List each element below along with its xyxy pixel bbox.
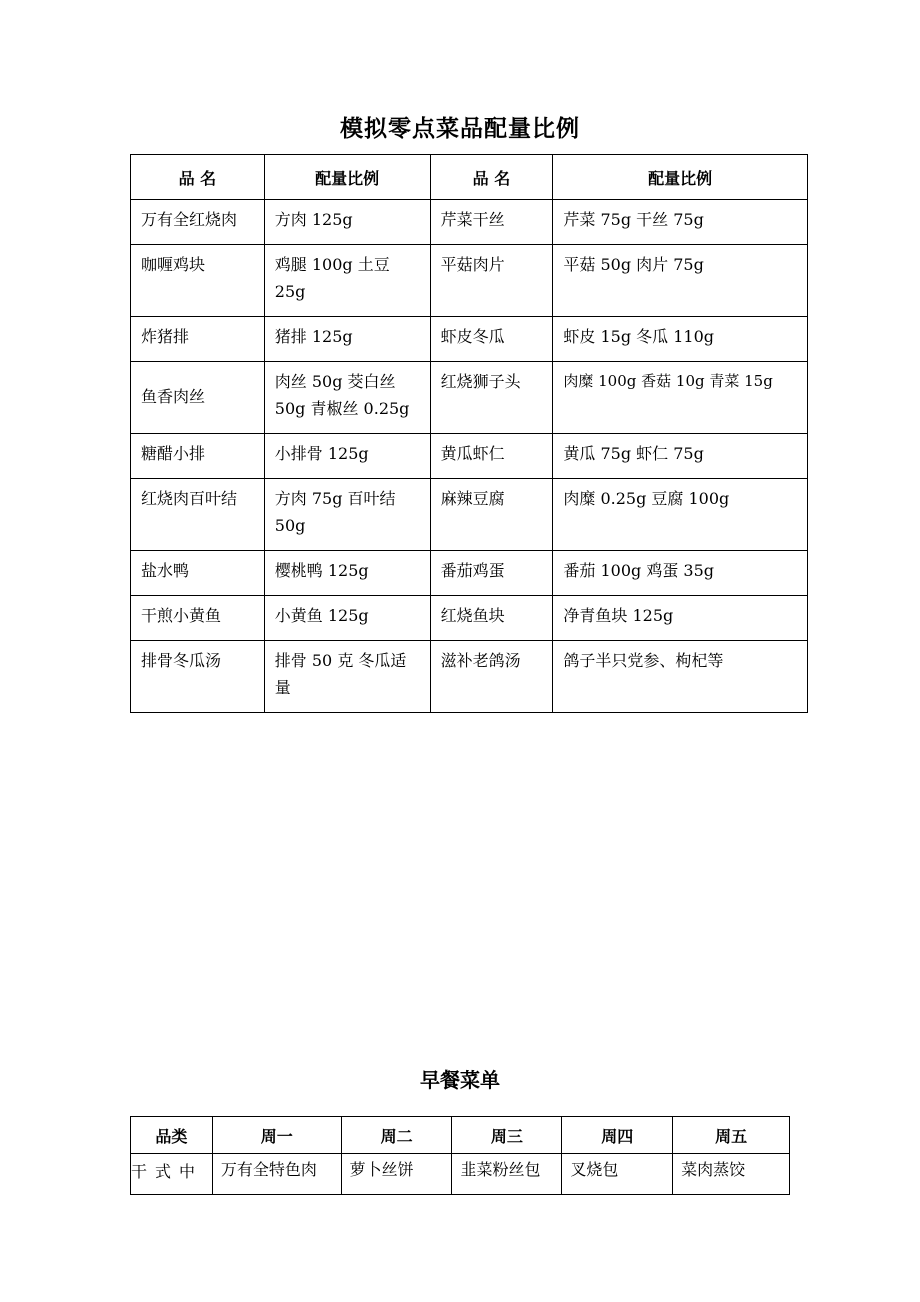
ratio-cell: 番茄 100g 鸡蛋 35g: [553, 551, 808, 596]
header-ratio-2: 配量比例: [553, 155, 808, 200]
ratio-cell: 平菇 50g 肉片 75g: [553, 245, 808, 317]
ratio-cell: 鸽子半只党参、枸杞等: [553, 641, 808, 713]
dish-name-cell: 糖醋小排: [131, 434, 265, 479]
thursday-item: 叉烧包: [562, 1154, 673, 1195]
dish-name-cell: 滋补老鸽汤: [430, 641, 553, 713]
ratio-cell: 排骨 50 克 冬瓜适量: [264, 641, 430, 713]
monday-item: 万有全特色肉: [212, 1154, 341, 1195]
ratio-cell: 虾皮 15g 冬瓜 110g: [553, 317, 808, 362]
breakfast-menu-title: 早餐菜单: [420, 1068, 500, 1092]
table-row: [131, 479, 808, 551]
ratio-cell: 小黄鱼 125g: [264, 596, 430, 641]
friday-item: 菜肉蒸饺: [673, 1154, 790, 1195]
dish-name-cell: 番茄鸡蛋: [430, 551, 553, 596]
header-dish-name-2: 品 名: [430, 155, 553, 200]
dish-name-cell: 干煎小黄鱼: [131, 596, 265, 641]
ratio-table-header-row: [131, 155, 808, 200]
dish-name-cell: 虾皮冬瓜: [430, 317, 553, 362]
header-tuesday: 周二: [341, 1117, 452, 1154]
ratio-cell: 方肉 75g 百叶结 50g: [264, 479, 430, 551]
table-row: [131, 641, 808, 713]
dish-name-cell: 鱼香肉丝: [131, 362, 265, 434]
category-cell: 干式中: [131, 1154, 213, 1195]
breakfast-menu-table: [130, 1116, 790, 1195]
table-row: [131, 362, 808, 434]
dish-name-cell: 平菇肉片: [430, 245, 553, 317]
dish-name-cell: 炸猪排: [131, 317, 265, 362]
table-row: [131, 317, 808, 362]
dish-name-cell: 咖喱鸡块: [131, 245, 265, 317]
breakfast-header-row: [131, 1117, 790, 1154]
ratio-cell: 小排骨 125g: [264, 434, 430, 479]
header-wednesday: 周三: [452, 1117, 562, 1154]
header-thursday: 周四: [562, 1117, 673, 1154]
ratio-cell: 肉糜 100g 香菇 10g 青菜 15g: [553, 362, 808, 434]
header-category: 品类: [131, 1117, 213, 1154]
dish-name-cell: 排骨冬瓜汤: [131, 641, 265, 713]
ratio-cell: 肉丝 50g 茭白丝 50g 青椒丝 0.25g: [264, 362, 430, 434]
dish-name-cell: 芹菜干丝: [430, 200, 553, 245]
dish-name-cell: 红烧肉百叶结: [131, 479, 265, 551]
ratio-cell: 肉糜 0.25g 豆腐 100g: [553, 479, 808, 551]
table-row: [131, 245, 808, 317]
ratio-table: [130, 154, 808, 713]
ratio-cell: 鸡腿 100g 土豆 25g: [264, 245, 430, 317]
table-row: [131, 1154, 790, 1195]
header-ratio-1: 配量比例: [264, 155, 430, 200]
ratio-cell: 净青鱼块 125g: [553, 596, 808, 641]
ratio-cell: 方肉 125g: [264, 200, 430, 245]
header-friday: 周五: [673, 1117, 790, 1154]
ratio-cell: 芹菜 75g 干丝 75g: [553, 200, 808, 245]
dish-name-cell: 盐水鸭: [131, 551, 265, 596]
table-row: [131, 551, 808, 596]
table-row: [131, 596, 808, 641]
dish-name-cell: 麻辣豆腐: [430, 479, 553, 551]
ratio-table-title: 模拟零点菜品配量比例: [340, 116, 580, 142]
dish-name-cell: 万有全红烧肉: [131, 200, 265, 245]
table-row: [131, 200, 808, 245]
dish-name-cell: 红烧狮子头: [430, 362, 553, 434]
header-monday: 周一: [212, 1117, 341, 1154]
dish-name-cell: 黄瓜虾仁: [430, 434, 553, 479]
ratio-cell: 猪排 125g: [264, 317, 430, 362]
ratio-cell: 樱桃鸭 125g: [264, 551, 430, 596]
dish-name-cell: 红烧鱼块: [430, 596, 553, 641]
ratio-cell: 黄瓜 75g 虾仁 75g: [553, 434, 808, 479]
table-row: [131, 434, 808, 479]
tuesday-item: 萝卜丝饼: [341, 1154, 452, 1195]
wednesday-item: 韭菜粉丝包: [452, 1154, 562, 1195]
header-dish-name-1: 品 名: [131, 155, 265, 200]
